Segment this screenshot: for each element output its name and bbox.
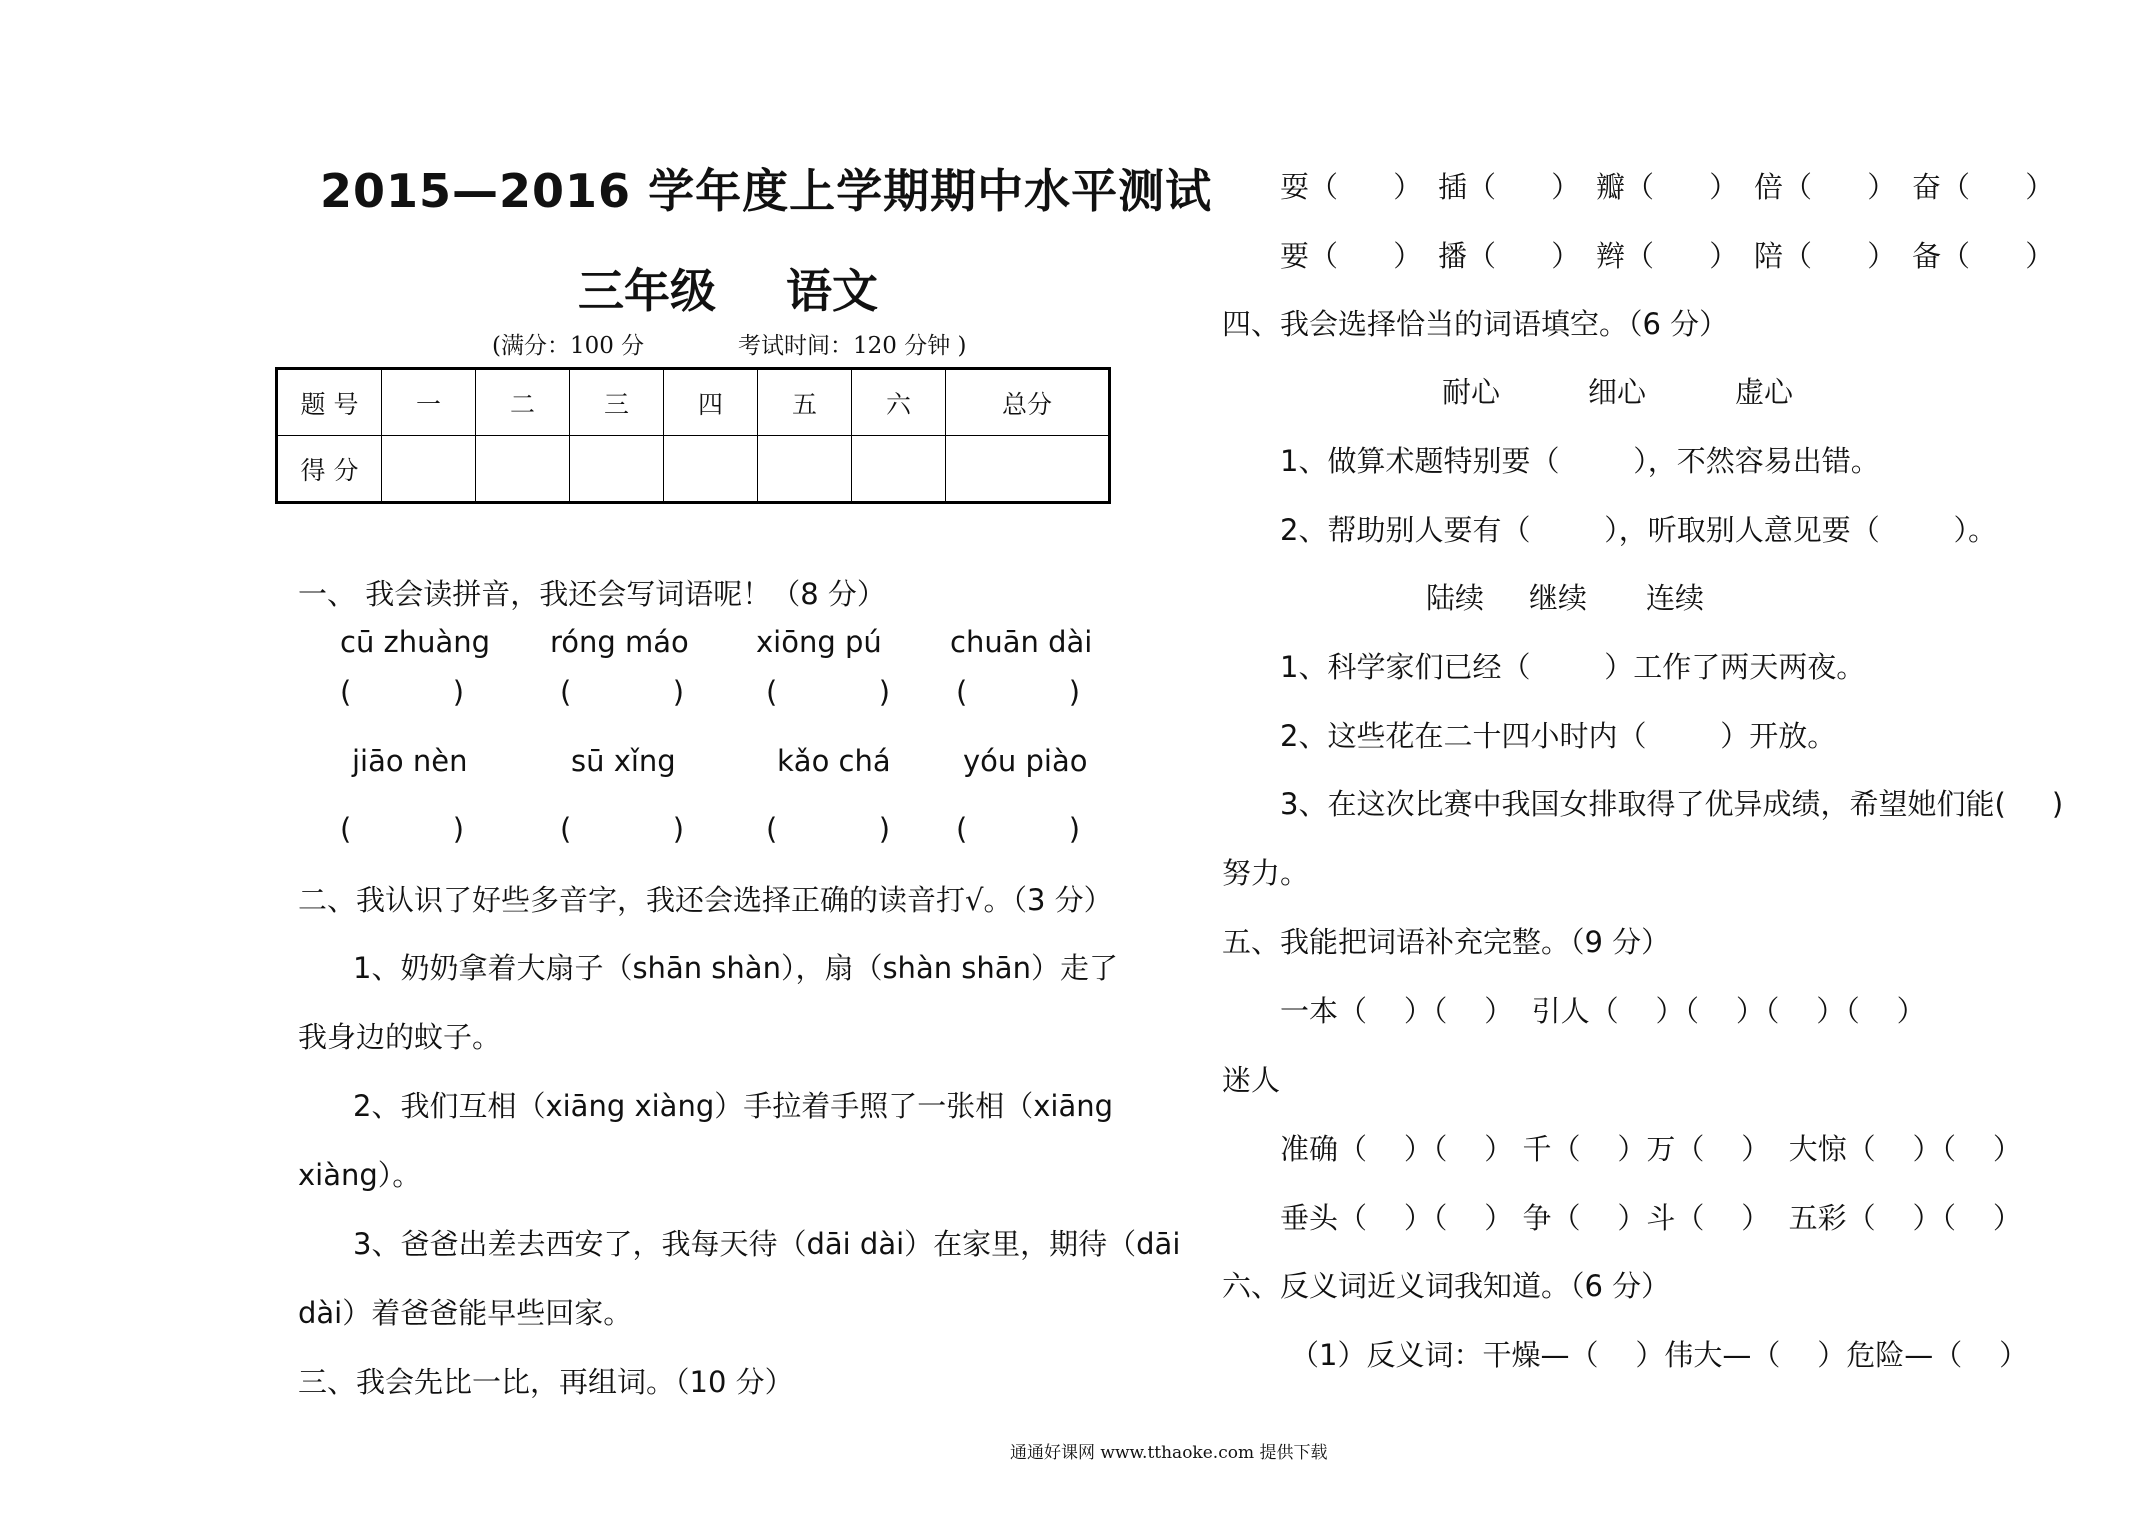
word-option: 细心	[1588, 375, 1647, 409]
word-blank[interactable]: 插（ ）	[1438, 170, 1581, 204]
answer-blank[interactable]: ( )	[956, 675, 1081, 709]
word-blank[interactable]: 瓣（ ）	[1596, 170, 1739, 204]
question-text: 2、帮助别人要有（ ），听取别人意见要（ ）。	[1280, 513, 1997, 547]
answer-blank[interactable]: ( )	[340, 812, 465, 846]
question-text: 一本（ ）（ ） 引人（ ）（ ）（ ）（ ）	[1280, 994, 1926, 1028]
word-blank[interactable]: 辫（ ）	[1596, 239, 1739, 273]
section1-heading: 一、 我会读拼音，我还会写词语呢！（8 分）	[298, 577, 886, 611]
word-blank[interactable]: 奋（ ）	[1912, 170, 2055, 204]
question-text: 垂头（ ）（ ） 争（ ）斗（ ） 五彩（ ）（ ）	[1280, 1201, 2022, 1235]
word-option: 陆续	[1426, 581, 1485, 615]
answer-blank[interactable]: ( )	[766, 675, 891, 709]
score-input-cell[interactable]	[664, 436, 758, 503]
word-blank[interactable]: 倍（ ）	[1754, 170, 1897, 204]
question-text: 1、科学家们已经（ ）工作了两天两夜。	[1280, 650, 1866, 684]
word-blank[interactable]: 陪（ ）	[1754, 239, 1897, 273]
table-cell: 三	[570, 369, 664, 436]
section4-heading: 四、我会选择恰当的词语填空。（6 分）	[1222, 307, 1729, 341]
table-cell: 五	[758, 369, 852, 436]
score-input-cell[interactable]	[946, 436, 1110, 503]
answer-blank[interactable]: ( )	[560, 675, 685, 709]
subject-label: 语文	[786, 264, 878, 318]
score-input-cell[interactable]	[570, 436, 664, 503]
question-text: 2、我们互相（xiāng xiàng）手拉着手照了一张相（xiāng	[353, 1089, 1114, 1123]
section2-heading: 二、我认识了好些多音字，我还会选择正确的读音打√。（3 分）	[298, 883, 1113, 917]
table-cell: 二	[476, 369, 570, 436]
score-table-header-row	[277, 369, 1110, 436]
section6-heading: 六、反义词近义词我知道。（6 分）	[1222, 1269, 1671, 1303]
pinyin-item: sū xǐng	[571, 744, 676, 778]
word-blank[interactable]: 要（ ）	[1280, 239, 1423, 273]
question-text: 3、爸爸出差去西安了，我每天待（dāi dài）在家里，期待（dāi	[353, 1227, 1181, 1261]
pinyin-item: yóu piào	[963, 744, 1088, 778]
question-text: （1）反义词：干燥—（ ）伟大—（ ）危险—（ ）	[1290, 1338, 2029, 1372]
table-cell: 一	[382, 369, 476, 436]
pinyin-item: chuān dài	[950, 625, 1093, 659]
table-cell: 四	[664, 369, 758, 436]
question-text: 1、做算术题特别要（ ），不然容易出错。	[1280, 444, 1880, 478]
word-blank[interactable]: 播（ ）	[1438, 239, 1581, 273]
section3-heading: 三、我会先比一比，再组词。（10 分）	[298, 1365, 794, 1399]
answer-blank[interactable]: ( )	[766, 812, 891, 846]
answer-blank[interactable]: ( )	[560, 812, 685, 846]
page-footer: 通通好课网 www.tthaoke.com 提供下载	[1010, 1443, 1328, 1463]
page-title: 2015—2016 学年度上学期期中水平测试	[320, 164, 1213, 218]
word-option: 虚心	[1735, 375, 1794, 409]
pinyin-item: jiāo nèn	[352, 744, 468, 778]
score-table-score-row	[277, 436, 1110, 503]
word-blank[interactable]: 耍（ ）	[1280, 170, 1423, 204]
question-text: 我身边的蚊子。	[298, 1020, 502, 1054]
table-cell: 总分	[946, 369, 1110, 436]
question-text: dài）着爸爸能早些回家。	[298, 1296, 633, 1330]
word-option: 连续	[1646, 581, 1705, 615]
question-text: 3、在这次比赛中我国女排取得了优异成绩，希望她们能( )	[1280, 787, 2064, 821]
answer-blank[interactable]: ( )	[340, 675, 465, 709]
score-input-cell[interactable]	[758, 436, 852, 503]
question-text: 1、奶奶拿着大扇子（shān shàn），扇（shàn shān）走了	[353, 951, 1118, 985]
table-cell: 得 分	[277, 436, 382, 503]
full-score-text: (满分：100 分	[492, 333, 645, 359]
pinyin-item: kǎo chá	[777, 744, 891, 778]
score-input-cell[interactable]	[382, 436, 476, 503]
question-text: 努力。	[1222, 856, 1310, 890]
pinyin-item: cū zhuàng	[340, 625, 491, 659]
table-cell: 六	[852, 369, 946, 436]
exam-time-text: 考试时间：120 分钟 )	[738, 333, 967, 359]
word-option: 耐心	[1442, 375, 1501, 409]
pinyin-item: róng máo	[550, 625, 689, 659]
question-text: 准确（ ）（ ） 千（ ）万（ ） 大惊（ ）（ ）	[1280, 1132, 2022, 1166]
question-text: 2、这些花在二十四小时内（ ）开放。	[1280, 719, 1837, 753]
section5-heading: 五、我能把词语补充完整。（9 分）	[1222, 925, 1671, 959]
grade-label: 三年级	[578, 264, 716, 318]
score-table	[275, 367, 1111, 504]
table-cell: 题 号	[277, 369, 382, 436]
pinyin-item: xiōng pú	[756, 625, 882, 659]
word-blank[interactable]: 备（ ）	[1912, 239, 2055, 273]
score-input-cell[interactable]	[852, 436, 946, 503]
answer-blank[interactable]: ( )	[956, 812, 1081, 846]
word-option: 继续	[1529, 581, 1588, 615]
score-input-cell[interactable]	[476, 436, 570, 503]
question-text: 迷人	[1222, 1063, 1281, 1097]
question-text: xiàng）。	[298, 1158, 422, 1192]
